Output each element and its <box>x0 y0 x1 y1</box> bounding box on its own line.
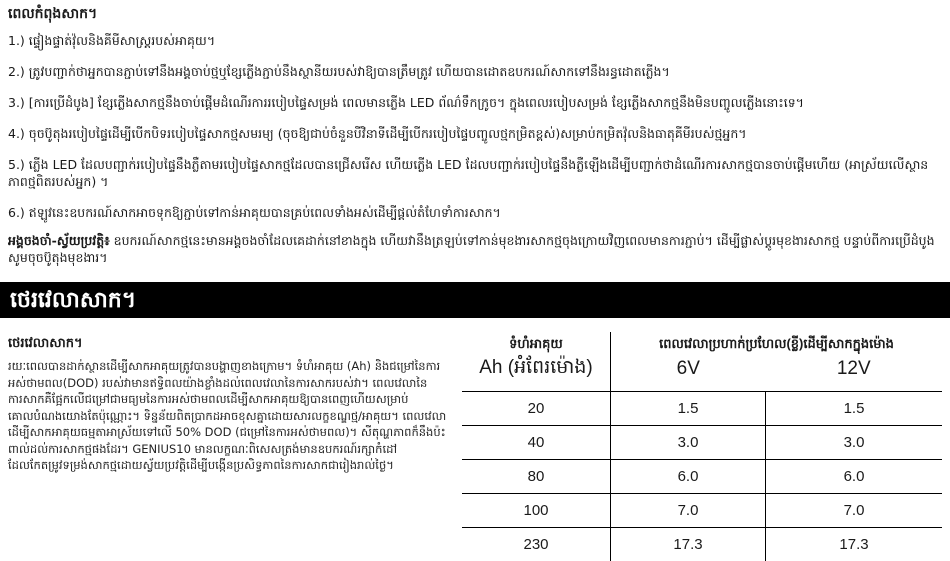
table-row <box>462 528 942 561</box>
auto-memory-label: អង្គចងចាំ-ស្វ័យប្រវត្តិ៖ <box>8 233 110 248</box>
table-row <box>462 494 942 528</box>
cell-12v: 17.3 <box>766 528 943 561</box>
cell-ah: 80 <box>462 460 611 494</box>
cell-ah: 40 <box>462 426 611 460</box>
cell-6v: 1.5 <box>611 392 766 426</box>
auto-memory-text: ឧបករណ៍សាកថ្មនេះមានអង្គចងចាំដែលគេដាក់នៅខាងក្នុង ហើយវានឹងត្រឡប់ទៅកាន់មុខងារសាកថ្មចុងក្រោយវិញពេលមានការភ្ជាប់។ ដើម្បីផ្លាស់ប្តូរមុខងារសាកថ្ម បន្ទាប់ពីការប្រើដំបូង សូមចុចប៊ូតុងមុខងារ។ <box>8 233 935 265</box>
cell-6v: 6.0 <box>611 460 766 494</box>
section-bar <box>0 282 950 318</box>
table <box>462 332 942 561</box>
charging-time-body: រយៈពេលបានដាក់ស្ថានដើម្បីសាកអាគុយត្រូវបានបង្ហាញខាងក្រោម។ ទំហំអាគុយ (Ah) និងជម្រៅនៃការអស់ថាមពល(DOD) របស់វាមានឥទ្ធិពលយ៉ាងខ្លាំងដល់ពេលវេលានៃការសាករបស់វា។ ពេលវេលានៃការសាកគឺផ្អែកលើជម្រៅជាមធ្យមនៃការអស់ថាមពលដើម្បីសាកអាគុយឱ្យបានពេញហើយសម្រាប់គោលបំណងយោងតែប៉ុណ្ណោះ។ ទិន្នន័យពិតប្រាកដអាចខុសគ្នាដោយសារលក្ខខណ្ឌថ្ម/អាគុយ។ ពេលវេលាដើម្បីសាកអាគុយធម្មតាអាស្រ័យទៅលើ 50% DOD (ជម្រៅនៃការអស់ថាមពល)។ សីតុណ្ហភាពក៏នឹងប៉ះពាល់ដល់ការសាកថ្មផងដែរ។ GENIUS10 មានលក្ខណៈពិសេសត្រង់មានឧបករណ៍រក្សាកំដៅដែលកែតម្រូវទម្រង់សាកថ្មដោយស្វ័យប្រវត្តិដើម្បីបង្កើនប្រសិទ្ធភាពនៃការសាកជារៀងរាល់ថ្ងៃ។ <box>8 359 447 472</box>
header-approx-time: ពេលវេលាប្រហាក់ប្រហែល(ខ្លី)ដើម្បីសាកក្នុងម៉ោង <box>611 332 943 355</box>
cell-ah: 230 <box>462 528 611 561</box>
step-1: 1.) ផ្ទៀងផ្ទាត់វ៉ុលនិងគីមីសាស្ត្ររបស់អាគុយ។ <box>8 33 216 48</box>
header-ah-unit: Ah (អំពែរម៉ោង) <box>462 355 611 392</box>
step-3: 3.) [ការប្រើដំបូង] ខ្សែភ្លើងសាកថ្មនឹងចាប់ផ្ដើមដំណើរការរបៀបផ្ទៃសម្រង់ ពេលមានភ្លើង LED ព័ណ៌ទឹកក្រូច។ ក្នុងពេលរបៀបសម្រង់ ខ្សែភ្លើងសាកថ្មនឹងមិនបញ្ចូលភ្លើងនោះទេ។ <box>8 95 804 110</box>
header-6v: 6V <box>611 355 766 392</box>
auto-memory-paragraph <box>8 232 943 266</box>
table-row <box>462 426 942 460</box>
table-header-row-1 <box>462 332 942 355</box>
cell-ah: 100 <box>462 494 611 528</box>
step-5: 5.) ភ្លើង LED ដែលបញ្ជាក់របៀបផ្ទៃនឹងភ្លឺតាមរបៀបផ្ទៃសាកថ្មដែលបានជ្រើសរើស ហើយភ្លើង LED ដែលបញ្ជាក់របៀបផ្ទៃនឹងភ្លឺឡើងដើម្បីបញ្ជាក់ថាដំណើរការសាកថ្មបានចាប់ផ្តើមហើយ (អាស្រ័យលើស្ថានភាពថ្មពិតរបស់អ្នក) ។ <box>8 157 929 189</box>
section-bar-title: ថេរវេលាសាក។ <box>10 288 137 313</box>
header-12v: 12V <box>766 355 943 392</box>
table-header-row-2 <box>462 355 942 392</box>
step-6: 6.) ឥឡូវនេះឧបករណ៍សាកអាចទុកឱ្យភ្ជាប់ទៅកាន់អាគុយបានគ្រប់ពេលទាំងអស់ដើម្បីផ្តល់តំហែទាំការសាក។ <box>8 205 501 220</box>
cell-6v: 3.0 <box>611 426 766 460</box>
section-heading: ពេលកំពុងសាក។ <box>8 6 98 22</box>
cell-ah: 20 <box>462 392 611 426</box>
cell-12v: 3.0 <box>766 426 943 460</box>
table-row <box>462 392 942 426</box>
header-battery-size: ទំហំអាគុយ <box>509 336 563 351</box>
charging-time-text <box>8 335 448 474</box>
cell-12v: 7.0 <box>766 494 943 528</box>
charging-time-title: ថេរវេលាសាក។ <box>8 336 83 351</box>
step-2: 2.) ត្រូវបញ្ជាក់ថាអ្នកបានភ្ជាប់ទៅនឹងអង្គចាប់ថ្មឬខ្សែភ្លើងភ្ជាប់នឹងស្ថានីយរបស់វាឱ្យបានត្រឹមត្រូវ ហើយបានដោតឧបករណ៍សាកទៅនឹងរន្ធដោតភ្លើង។ <box>8 64 670 79</box>
steps-list <box>8 32 943 221</box>
cell-6v: 7.0 <box>611 494 766 528</box>
cell-12v: 1.5 <box>766 392 943 426</box>
step-4: 4.) ចុចប៊ូតុងរបៀបផ្ទៃដើម្បីបើកបិទរបៀបផ្ទៃសាកថ្មសមរម្យ (ចុចឱ្យជាប់ចំនួនបីវិនាទីដើម្បីបើករបៀបផ្ទៃបញ្ចូលថ្មកម្រិតខ្ពស់)សម្រាប់កម្រិតវ៉ុលនិងធាតុគីមីរបស់ថ្មអ្នក។ <box>8 126 747 141</box>
table-row <box>462 460 942 494</box>
cell-12v: 6.0 <box>766 460 943 494</box>
charging-time-table <box>462 332 942 561</box>
cell-6v: 17.3 <box>611 528 766 561</box>
